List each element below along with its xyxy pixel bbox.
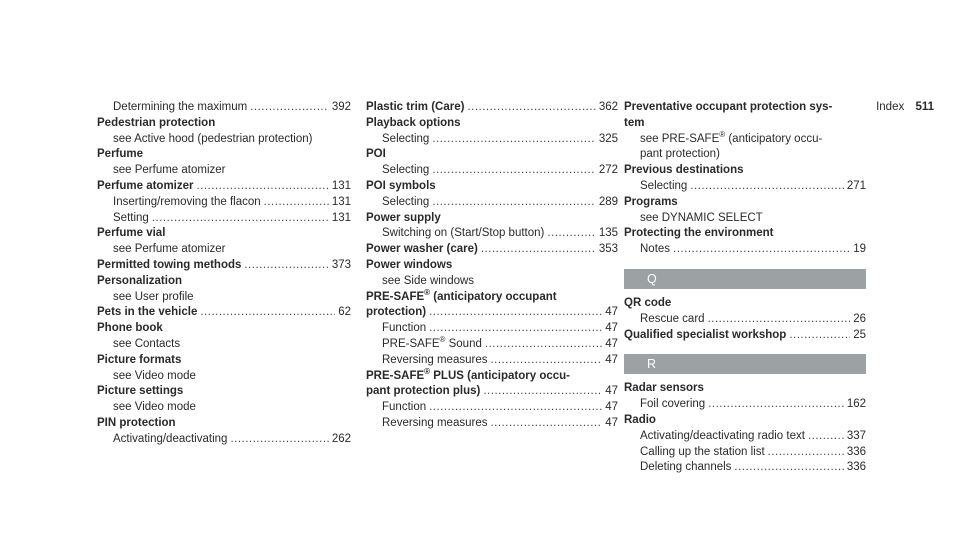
dot-leader (490, 353, 602, 369)
dot-leader (485, 337, 602, 353)
entry-text (366, 384, 480, 400)
page-ref[interactable]: 47 (605, 306, 618, 319)
dot-leader (708, 397, 844, 413)
entry-label: Power windows (366, 258, 453, 271)
entry-text (113, 100, 247, 116)
page-ref[interactable]: 262 (331, 432, 351, 445)
index-subentry[interactable] (97, 432, 351, 448)
entry-label-cont: Sound (445, 337, 482, 350)
index-entry (97, 353, 351, 369)
page-number: 511 (915, 101, 934, 113)
entry-text (366, 366, 570, 382)
page-ref[interactable]: 336 (846, 445, 866, 458)
entry-text (640, 212, 763, 224)
entry-label: Permitted towing methods (97, 258, 242, 271)
index-subentry (97, 337, 351, 353)
entry-label: see PRE-SAFE (640, 132, 720, 145)
entry-text (382, 353, 487, 369)
entry-label-cont: (anticipatory occu- (725, 132, 823, 145)
entry-text (640, 429, 805, 445)
index-subentry (97, 163, 351, 179)
entry-text (366, 148, 386, 160)
entry-label: Selecting (382, 195, 430, 208)
index-subentry[interactable] (366, 132, 618, 148)
index-entry (624, 413, 866, 429)
entry-label: see Perfume atomizer (113, 243, 226, 256)
entry-label: Protecting the environment (624, 227, 774, 240)
entry-text (640, 445, 765, 461)
section-letter-bar (624, 354, 866, 374)
entry-text (113, 432, 227, 448)
dot-leader (789, 328, 850, 344)
section-letter: Q (647, 271, 657, 286)
index-entry (366, 366, 618, 385)
entry-text (113, 243, 226, 255)
index-entry (366, 211, 618, 227)
dot-leader (768, 445, 844, 461)
index-subentry[interactable] (624, 179, 866, 195)
entry-label: Personalization (97, 274, 182, 287)
registered-mark: ® (424, 287, 431, 297)
entry-text (366, 305, 426, 321)
entry-text (624, 328, 786, 344)
index-subentry (624, 147, 866, 163)
index-subentry[interactable] (97, 195, 351, 211)
page-ref[interactable]: 62 (338, 306, 351, 319)
index-entry[interactable] (366, 305, 618, 321)
entry-text (113, 291, 194, 303)
index-entry (366, 147, 618, 163)
entry-label: see User profile (113, 290, 194, 303)
entry-label: see Active hood (pedestrian protection) (113, 132, 313, 145)
dot-leader (200, 305, 335, 321)
entry-text (97, 258, 241, 274)
entry-text (366, 259, 452, 271)
entry-label: Reversing measures (382, 416, 488, 429)
page-ref[interactable]: 131 (331, 195, 351, 208)
entry-label: see Contacts (113, 337, 181, 350)
entry-label: Pets in the vehicle (97, 306, 198, 319)
dot-leader (467, 100, 595, 116)
entry-text (382, 400, 426, 416)
dot-leader (264, 195, 329, 211)
index-subentry[interactable] (624, 397, 866, 413)
dot-leader (808, 429, 844, 445)
entry-label: Radar sensors (624, 382, 704, 395)
entry-label-cont: (anticipatory occupant (430, 290, 557, 303)
entry-label: Qualified specialist workshop (624, 328, 787, 341)
entry-label: see Side windows (382, 274, 475, 287)
index-entry (97, 274, 351, 290)
entry-text (113, 211, 149, 227)
entry-label: Foil covering (640, 398, 706, 411)
index-subentry (97, 242, 351, 258)
page-ref[interactable]: 131 (331, 179, 351, 192)
section-letter-bar (624, 269, 866, 289)
entry-text (97, 117, 215, 129)
entry-label: Notes (640, 243, 671, 256)
entry-label: QR code (624, 296, 672, 309)
index-entry (366, 179, 618, 195)
entry-label: Determining the maximum (113, 101, 248, 113)
entry-text (640, 179, 687, 195)
index-entry (624, 381, 866, 397)
page-ref[interactable]: 373 (331, 258, 351, 271)
section-letter: R (647, 357, 657, 372)
page-ref[interactable]: 353 (598, 243, 618, 256)
entry-label: Setting (113, 211, 149, 224)
entry-label: Programs (624, 195, 678, 208)
index-subentry (624, 211, 866, 227)
dot-leader (481, 242, 596, 258)
dot-leader (429, 305, 602, 321)
dot-leader (432, 195, 596, 211)
index-subentry[interactable] (366, 400, 618, 416)
entry-text (640, 397, 705, 413)
entry-text (640, 242, 670, 258)
index-subentry[interactable] (366, 195, 618, 211)
index-subentry (97, 369, 351, 385)
entry-label: Phone book (97, 322, 163, 335)
index-entry (97, 384, 351, 400)
entry-label: pant protection plus) (366, 385, 481, 398)
entry-label: Perfume atomizer (97, 179, 194, 192)
entry-text (624, 382, 704, 394)
entry-text (624, 414, 656, 426)
index-subentry[interactable] (624, 242, 866, 258)
index-subentry[interactable] (366, 337, 618, 353)
page-ref[interactable]: 362 (598, 101, 618, 113)
index-subentry[interactable] (624, 429, 866, 445)
entry-text (624, 117, 644, 129)
entry-text (113, 401, 196, 413)
index-subentry (97, 400, 351, 416)
entry-text (382, 321, 426, 337)
entry-text (113, 164, 226, 176)
index-entry (624, 163, 866, 179)
index-subentry[interactable] (624, 312, 866, 328)
entry-label: Picture formats (97, 353, 182, 366)
index-subentry[interactable] (366, 226, 618, 242)
entry-label: see DYNAMIC SELECT (640, 211, 763, 224)
entry-text (624, 164, 744, 176)
page-ref[interactable]: 25 (853, 328, 866, 341)
index-entry (624, 226, 866, 242)
entry-text (366, 212, 441, 224)
dot-leader (197, 179, 329, 195)
entry-label: POI symbols (366, 179, 436, 192)
page-ref[interactable]: 272 (598, 164, 618, 177)
page-ref[interactable]: 162 (846, 398, 866, 411)
dot-leader (432, 132, 596, 148)
entry-text (113, 195, 261, 211)
index-entry[interactable] (97, 179, 351, 195)
entry-text (113, 370, 196, 382)
index-column-2 (366, 100, 618, 432)
dot-leader (429, 400, 602, 416)
index-entry[interactable] (97, 258, 351, 274)
entry-label: Calling up the station list (640, 445, 765, 458)
dot-leader (490, 416, 602, 432)
entry-label: protection) (366, 306, 427, 319)
entry-text (366, 180, 436, 192)
entry-text (624, 297, 671, 309)
index-entry (366, 287, 618, 306)
page-ref[interactable]: 19 (853, 243, 866, 256)
entry-label: pant protection) (640, 148, 720, 161)
page-ref[interactable]: 26 (853, 312, 866, 325)
page-ref[interactable]: 47 (605, 353, 618, 366)
index-subentry[interactable] (97, 100, 351, 116)
index-entry (97, 116, 351, 132)
entry-label: Radio (624, 413, 656, 426)
entry-label: Preventative occupant protection sys- (624, 101, 833, 113)
entry-label: Selecting (382, 164, 430, 177)
entry-label: Activating/deactivating (113, 432, 228, 445)
entry-text (366, 100, 464, 116)
entry-label: Function (382, 401, 427, 414)
index-entry[interactable] (624, 328, 866, 344)
index-entry[interactable] (97, 305, 351, 321)
index-entry[interactable] (366, 100, 618, 116)
entry-label-cont: PLUS (anticipatory occu- (430, 369, 570, 382)
entry-label: Selecting (382, 132, 430, 145)
index-subentry[interactable] (366, 353, 618, 369)
entry-label: see Video mode (113, 401, 196, 414)
entry-text (366, 117, 461, 129)
index-entry (366, 116, 618, 132)
entry-text (366, 287, 557, 303)
index-entry (624, 296, 866, 312)
page-ref[interactable]: 47 (605, 416, 618, 429)
entry-text (97, 385, 183, 397)
entry-text (382, 337, 482, 353)
dot-leader (230, 432, 328, 448)
entry-label: see Perfume atomizer (113, 164, 226, 177)
entry-text (97, 179, 194, 195)
entry-text (382, 163, 429, 179)
index-entry (624, 100, 866, 116)
entry-text (640, 148, 720, 160)
page-ref[interactable]: 289 (598, 195, 618, 208)
page-ref[interactable]: 392 (331, 101, 351, 113)
entry-text (382, 195, 429, 211)
registered-mark: ® (439, 335, 446, 345)
index-entry (366, 258, 618, 274)
entry-text (97, 305, 197, 321)
page-ref[interactable]: 131 (331, 211, 351, 224)
page-ref[interactable]: 47 (605, 337, 618, 350)
index-subentry (366, 274, 618, 290)
entry-text (113, 338, 180, 350)
entry-text (97, 148, 143, 160)
entry-label: see Video mode (113, 369, 196, 382)
entry-label: Pedestrian protection (97, 116, 216, 129)
entry-text (382, 226, 544, 242)
entry-text (624, 227, 774, 239)
index-entry (97, 226, 351, 242)
entry-text (97, 227, 165, 239)
page-ref[interactable]: 47 (605, 322, 618, 335)
entry-label: Switching on (Start/Stop button) (382, 227, 545, 240)
entry-label: POI (366, 148, 386, 161)
dot-leader (244, 258, 328, 274)
entry-label: PRE-SAFE (366, 369, 425, 382)
index-subentry[interactable] (366, 321, 618, 337)
page-ref[interactable]: 47 (605, 385, 618, 398)
dot-leader (432, 163, 596, 179)
entry-label: Power supply (366, 211, 441, 224)
dot-leader (429, 321, 602, 337)
entry-label: Power washer (care) (366, 243, 478, 256)
registered-mark: ® (424, 366, 431, 376)
entry-label: Reversing measures (382, 353, 488, 366)
section-label: Index (876, 101, 905, 113)
entry-text (382, 132, 429, 148)
entry-label: Plastic trim (Care) (366, 101, 465, 113)
index-column-1 (97, 100, 351, 448)
index-subentry (624, 129, 866, 148)
entry-text (366, 242, 478, 258)
index-entry (624, 116, 866, 132)
entry-label: PIN protection (97, 416, 176, 429)
entry-label: Perfume vial (97, 227, 166, 240)
index-subentry[interactable] (366, 416, 618, 432)
entry-text (640, 460, 731, 476)
entry-text (640, 129, 823, 145)
entry-text (97, 417, 176, 429)
entry-label: tem (624, 116, 645, 129)
dot-leader (152, 211, 329, 227)
index-subentry (97, 132, 351, 148)
entry-label: Selecting (640, 179, 688, 192)
index-entry[interactable] (366, 242, 618, 258)
entry-label: Rescue card (640, 312, 705, 325)
page-header (876, 101, 934, 113)
entry-text (624, 101, 832, 113)
entry-text (97, 275, 182, 287)
entry-label: Perfume (97, 148, 144, 161)
index-entry (624, 195, 866, 211)
index-entry (97, 416, 351, 432)
index-column-3 (624, 100, 866, 476)
dot-leader (734, 460, 843, 476)
entry-text (97, 354, 181, 366)
page-ref[interactable]: 271 (846, 179, 866, 192)
entry-label: Function (382, 322, 427, 335)
entry-label: PRE-SAFE (382, 337, 440, 350)
index-subentry[interactable] (624, 445, 866, 461)
entry-text (382, 416, 487, 432)
dot-leader (673, 242, 850, 258)
page-ref[interactable]: 47 (605, 401, 618, 414)
entry-text (624, 196, 678, 208)
entry-text (97, 322, 163, 334)
entry-label: Picture settings (97, 385, 184, 398)
registered-mark: ® (719, 129, 726, 139)
index-subentry[interactable] (97, 211, 351, 227)
dot-leader (250, 100, 329, 116)
entry-text (113, 133, 312, 145)
entry-text (640, 312, 705, 328)
index-entry (97, 321, 351, 337)
index-subentry (97, 290, 351, 306)
page-ref[interactable]: 135 (598, 227, 618, 240)
entry-text (382, 275, 474, 287)
entry-label: Deleting channels (640, 461, 732, 474)
entry-label: PRE-SAFE (366, 290, 425, 303)
index-entry[interactable] (366, 384, 618, 400)
entry-label: Activating/deactivating radio text (640, 429, 805, 442)
dot-leader (483, 384, 602, 400)
index-subentry[interactable] (624, 460, 866, 476)
entry-label: Playback options (366, 116, 461, 129)
page-ref[interactable]: 337 (846, 429, 866, 442)
index-entry (97, 147, 351, 163)
dot-leader (690, 179, 844, 195)
index-subentry[interactable] (366, 163, 618, 179)
page-ref[interactable]: 336 (846, 461, 866, 474)
page-ref[interactable]: 325 (598, 132, 618, 145)
entry-label: Previous destinations (624, 164, 744, 177)
dot-leader (708, 312, 851, 328)
dot-leader (547, 226, 595, 242)
entry-label: Inserting/removing the flacon (113, 195, 261, 208)
